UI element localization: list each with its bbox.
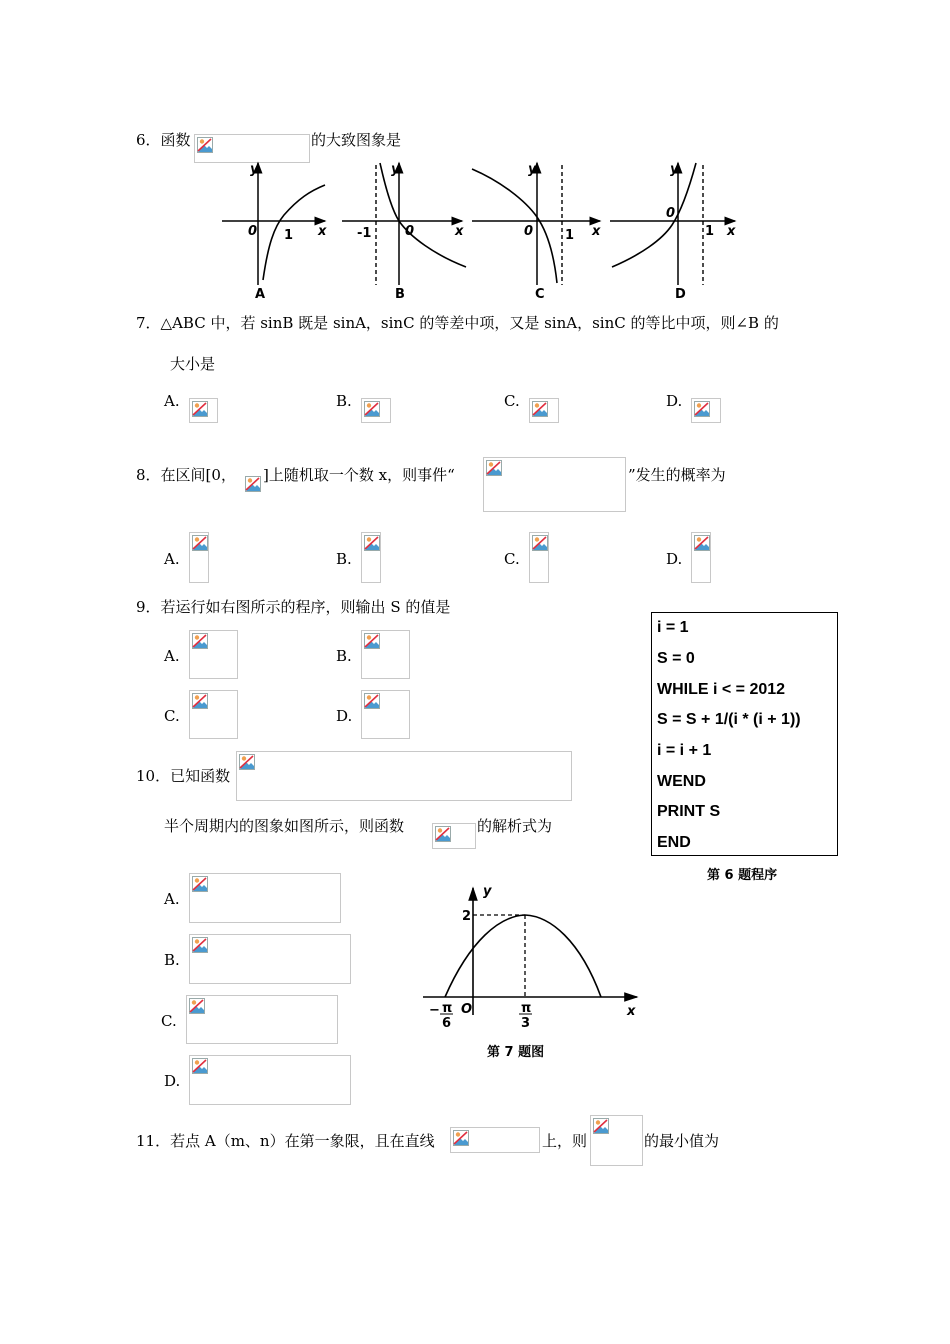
- graph-a: [222, 162, 327, 302]
- svg-text:B: B: [395, 287, 405, 302]
- svg-text:x: x: [592, 224, 601, 239]
- q11-expr-image: [590, 1115, 643, 1166]
- broken-image-icon: [197, 137, 213, 153]
- q8-option-d-image: [691, 532, 711, 583]
- svg-text:y: y: [528, 162, 537, 177]
- q8-text: 8．在区间[0，: [136, 466, 236, 484]
- graph7-origin: O: [461, 1002, 473, 1017]
- q10-text-end: 的解析式为: [477, 817, 553, 835]
- svg-text:C: C: [535, 287, 545, 302]
- program-line: S = 0: [657, 650, 695, 667]
- program-line: END: [657, 834, 691, 851]
- q8-interval-image: [245, 476, 263, 494]
- svg-text:D: D: [675, 287, 686, 302]
- graph7-y-label: y: [483, 884, 492, 899]
- svg-text:0: 0: [248, 224, 258, 239]
- q7-option-a: A.: [164, 392, 180, 410]
- q10-function-image: [236, 751, 572, 801]
- q7-option-d-image: [691, 398, 721, 423]
- graph-d: [610, 162, 736, 302]
- graph7-x-label: x: [627, 1004, 636, 1019]
- program-line: PRINT S: [657, 803, 721, 820]
- q8-option-a-image: [189, 532, 209, 583]
- q10-option-a-image: [189, 873, 341, 923]
- q8-text-mid: ]上随机取一个数 x，则事件“: [263, 466, 455, 484]
- q10-sine-graph: [415, 880, 645, 1065]
- program-line: i = i + 1: [657, 742, 712, 759]
- q8-event-image: [483, 457, 626, 512]
- q7-option-c: C.: [504, 392, 520, 410]
- q8-option-d: D.: [666, 550, 683, 568]
- q7-text: 7．△ABC 中，若 sinB 既是 sinA，sinC 的等差中项，又是 sinA，sinC 的等比中项，则∠B 的: [136, 314, 779, 332]
- svg-text:A: A: [255, 287, 266, 302]
- q7-option-d: D.: [666, 392, 683, 410]
- q10-text-line2: 半个周期内的图象如图所示，则函数: [164, 817, 405, 835]
- svg-text:x: x: [455, 224, 464, 239]
- q10-option-d: D.: [164, 1072, 181, 1090]
- graph7-left-sign: −: [429, 1003, 440, 1018]
- q9-option-c-image: [189, 690, 238, 739]
- q9-option-a: A.: [164, 647, 180, 665]
- q10-option-c: C.: [161, 1012, 177, 1030]
- q8-option-c-image: [529, 532, 549, 583]
- svg-text:1: 1: [284, 228, 294, 243]
- q7-text-line2: 大小是: [170, 355, 216, 373]
- program-box: [651, 612, 838, 856]
- svg-text:1: 1: [565, 228, 575, 243]
- graph7-caption: 第 7 题图: [487, 1045, 545, 1060]
- q10-option-b: B.: [164, 951, 180, 969]
- program-caption: 第 6 题程序: [707, 868, 778, 883]
- q8-option-c: C.: [504, 550, 520, 568]
- svg-text:y: y: [391, 162, 400, 177]
- q10-option-d-image: [189, 1055, 351, 1105]
- q10-func-image: [432, 823, 476, 849]
- q7-option-c-image: [529, 398, 559, 423]
- q8-option-b-image: [361, 532, 381, 583]
- svg-text:0: 0: [524, 224, 534, 239]
- svg-text:0: 0: [666, 206, 676, 221]
- graph7-left-num: π: [442, 1001, 453, 1016]
- q9-option-b-image: [361, 630, 410, 679]
- q11-text-mid: 上，则: [542, 1132, 588, 1150]
- q10-option-b-image: [189, 934, 351, 984]
- q9-option-d: D.: [336, 707, 353, 725]
- q7-option-b: B.: [336, 392, 352, 410]
- svg-text:y: y: [670, 162, 679, 177]
- q8-option-b: B.: [336, 550, 352, 568]
- svg-text:x: x: [318, 224, 327, 239]
- graph7-right-den: 3: [521, 1016, 531, 1031]
- q11-text-end: 的最小值为: [644, 1132, 720, 1150]
- q10-option-a: A.: [164, 890, 180, 908]
- q7-option-a-image: [189, 398, 218, 423]
- q9-option-b: B.: [336, 647, 352, 665]
- q6-text-end: 的大致图象是: [311, 131, 402, 149]
- graph-b: [342, 162, 466, 302]
- svg-text:y: y: [250, 162, 259, 177]
- graph7-left-den: 6: [442, 1016, 452, 1031]
- program-line: WHILE i < = 2012: [657, 681, 786, 698]
- svg-text:1: 1: [705, 224, 715, 239]
- svg-text:-1: -1: [357, 226, 372, 241]
- q6-text: 6．函数: [136, 131, 191, 149]
- svg-text:0: 0: [405, 224, 415, 239]
- program-line: WEND: [657, 773, 706, 790]
- svg-text:x: x: [727, 224, 736, 239]
- q9-text: 9．若运行如右图所示的程序，则输出 S 的值是: [136, 598, 451, 616]
- q8-option-a: A.: [164, 550, 180, 568]
- q11-line-image: [450, 1127, 540, 1153]
- q9-option-c: C.: [164, 707, 180, 725]
- q8-text-end: ”发生的概率为: [628, 466, 726, 484]
- q6-graphs: [210, 155, 750, 305]
- q11-text: 11．若点 A（m、n）在第一象限，且在直线: [136, 1132, 435, 1150]
- q9-option-d-image: [361, 690, 410, 739]
- q7-option-b-image: [361, 398, 391, 423]
- graph-c: [472, 162, 601, 302]
- q10-option-c-image: [186, 995, 338, 1044]
- program-line: i = 1: [657, 619, 689, 636]
- q10-text: 10．已知函数: [136, 767, 231, 785]
- graph7-right-num: π: [521, 1001, 532, 1016]
- q9-option-a-image: [189, 630, 238, 679]
- program-line: S = S + 1/(i * (i + 1)): [657, 711, 801, 728]
- graph7-y-tick: 2: [462, 909, 472, 924]
